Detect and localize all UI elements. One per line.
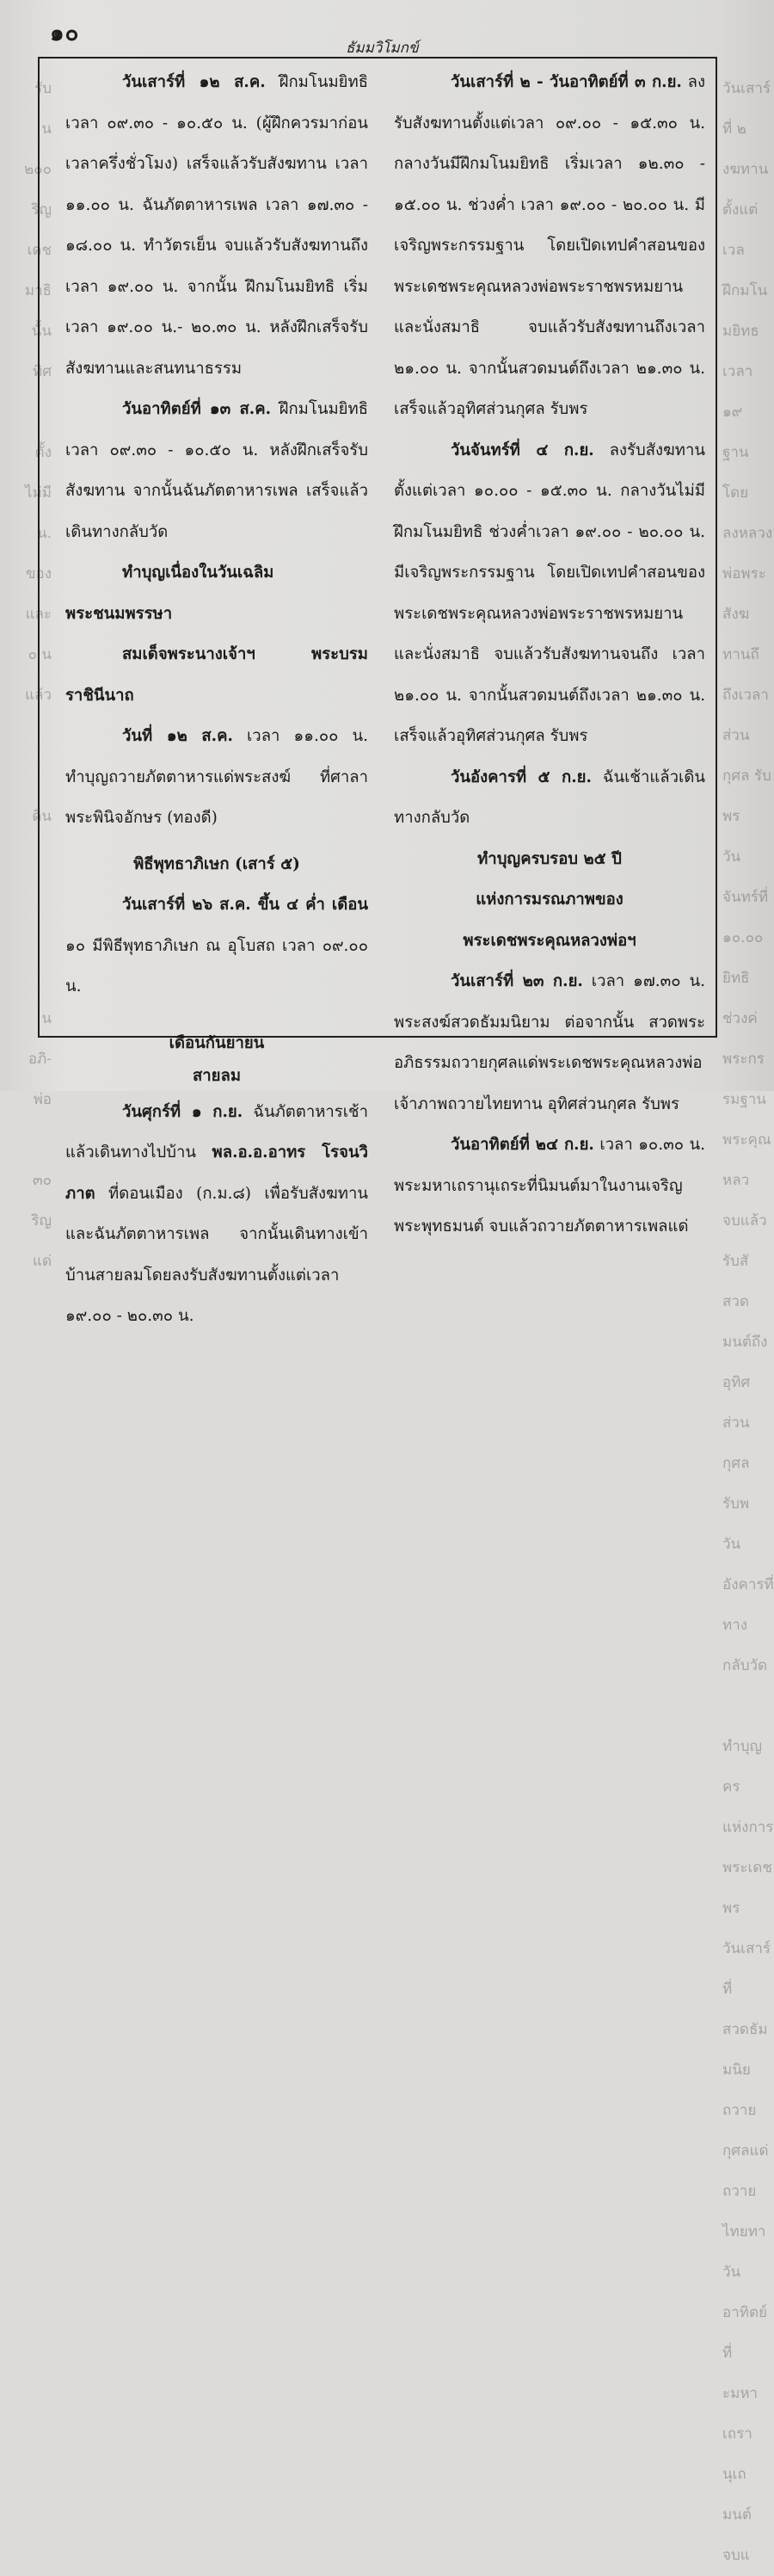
- bleed-through-line: จบแล้วรับสั: [722, 1212, 767, 1270]
- heading-text: ทำบุญเนื่องในวันเฉลิมพระชนมพรรษา: [65, 564, 274, 623]
- bleed-through-line: ทิศ: [33, 363, 52, 380]
- bleed-through-line: อภิ-: [28, 1051, 52, 1068]
- bleed-through-line: ๑๐.๐๐: [722, 929, 764, 946]
- bleed-through-line: แด่: [33, 1253, 52, 1270]
- bleed-through-line: มนต์ จบแ: [722, 2506, 752, 2564]
- schedule-entry: [394, 757, 705, 839]
- bleed-through-line: ริญ: [31, 201, 52, 219]
- bleed-through-line: ถวายกุศลแด่: [722, 2102, 769, 2160]
- left-column: [65, 62, 368, 1337]
- bleed-through-line: เดช: [27, 242, 52, 259]
- person-name: พล.อ.อ.อาทร โรจนวิภาต: [65, 1143, 368, 1203]
- bleed-through-line: ทางกลับวัด: [722, 1617, 768, 1674]
- schedule-entry: [65, 716, 368, 839]
- entry-date: วันอาทิตย์ที่ ๑๓ ส.ค.: [122, 400, 272, 418]
- bleed-through-line: พระกรรมฐาน: [722, 1051, 766, 1108]
- bleed-through-line: น: [41, 120, 52, 138]
- bleed-through-line: นั้น: [31, 323, 52, 340]
- bleed-through-line: รับ: [34, 80, 52, 97]
- entry-text: ฉันภัตตาหารเช้าแล้วเดินทางไปบ้าน: [65, 1102, 368, 1162]
- right-column: [394, 62, 705, 1248]
- entry-date: วันเสาร์ที่ ๒ - วันอาทิตย์ที่ ๓ ก.ย.: [451, 73, 682, 91]
- entry-text: ฝึกมโนมยิทธิ เวลา ๐๙.๓๐ - ๑๐.๕๐ น. หลังฝึกเสร็จรับสังฆทาน จากนั้นฉันภัตตาหารเพล เสร็จแล้วเดินทางกลับวัด: [65, 400, 368, 541]
- bleed-through-line: [0, 1120, 52, 1161]
- bleed-through-line: ทำบุญคร: [722, 1738, 763, 1796]
- entry-text: ฉันเช้าแล้วเดินทางกลับวัด: [394, 767, 705, 827]
- schedule-entry: [394, 1125, 705, 1248]
- entry-date: วันเสาร์ที่ ๒๖ ส.ค. ขึ้น ๔ ค่ำ เดือน: [122, 896, 368, 914]
- bleed-through-line: และ: [25, 606, 52, 623]
- bleed-through-line: สวดธัมมนิย: [722, 2021, 768, 2079]
- bleed-through-line: พ่อ: [33, 1091, 52, 1108]
- entry-date: วันจันทร์ที่ ๔ ก.ย.: [451, 441, 594, 459]
- section-heading: ทำบุญครบรอบ ๒๕ ปี: [477, 849, 622, 868]
- section-heading: [65, 634, 368, 716]
- bleed-through-line: ของ: [25, 565, 52, 582]
- running-head: ธัมมวิโมกข์: [346, 40, 419, 57]
- bleed-through-line: [722, 1686, 774, 1727]
- bleed-through-line: วันเสาร์ที่: [722, 1940, 771, 1998]
- schedule-entry: [394, 961, 705, 1125]
- bleed-through-line: แล้ว: [25, 687, 52, 704]
- bleed-through-line: ฝึกมโนมยิทธ: [722, 282, 768, 340]
- bleed-through-line: ฐาน โดย: [722, 444, 749, 502]
- bleed-through-line: ะมหาเถรานุเถ: [722, 2385, 759, 2483]
- entry-text: ลงรับสังฆทาน ตั้งแต่เวลา ๑๐.๐๐ - ๑๕.๓๐ น. กลางวันไม่มีฝึกมโนมยิทธิ ช่วงค่ำเวลา ๑๙.๐๐ - ๒๐.๐๐ น. มีเจริญพระกรรมฐาน โดยเปิดเทปคำสอนของพระเดชพระคุณหลวงพ่อพระราชพรหมยานและนั่งสมาธิ จบแล้วรับสังฆทานจนถึง เวลา ๒๑.๐๐ น. จากนั้นสวดมนต์ถึงเวลา ๒๑.๓๐ น. เสร็จแล้วอุทิศส่วนกุศล รับพร: [394, 441, 706, 745]
- entry-text: ที่ดอนเมือง (ก.ม.๘) เพื่อรับสังฆทานและฉันภัตตาหารเพล จากนั้นเดินทางเข้าบ้านสายลมโดยลงรับสังฆทานตั้งแต่เวลา ๑๙.๐๐ - ๒๐.๓๐ น.: [65, 1184, 368, 1325]
- bleed-through-line: พระเดชพร: [722, 1859, 772, 1917]
- bleed-through-line: ถึงเวลา: [722, 687, 769, 704]
- bleed-through-line: น: [41, 1010, 52, 1027]
- bleed-through-line: วันเสาร์ที่ ๒: [722, 80, 771, 138]
- entry-date: วันอาทิตย์ที่ ๒๔ ก.ย.: [451, 1136, 594, 1154]
- bleed-through-line: งฆทานตั้งแต่เวล: [722, 161, 769, 259]
- bleed-through-line: แห่งการ: [722, 1819, 774, 1836]
- entry-date: วันศุกร์ที่ ๑ ก.ย.: [122, 1102, 243, 1121]
- section-heading: พระเดชพระคุณหลวงพ่อฯ: [463, 931, 636, 950]
- bleed-through-line: สวดมนต์ถึง: [722, 1293, 768, 1351]
- bleed-through-line: ดิน: [32, 808, 52, 825]
- bleed-through-right-margin: [722, 69, 774, 2564]
- bleed-through-line: อุทิศส่วนกุศล รับพ: [722, 1374, 751, 1513]
- section-heading: พิธีพุทธาภิเษก (เสาร์ ๕): [133, 854, 300, 873]
- bleed-through-line: ๓๐: [33, 1172, 52, 1189]
- entry-date: วันที่ ๑๒ ส.ค.: [122, 727, 233, 745]
- schedule-entry: [65, 62, 368, 389]
- schedule-entry: [394, 430, 705, 757]
- entry-text: เวลา ๑๗.๓๐ น. พระสงฆ์สวดธัมมนิยาม ต่อจากนั้น สวดพระอภิธรรมถวายกุศลแด่พระเดชพระคุณหลวงพ่อเจ้าภาพถวายไทยทาน อุทิศส่วนกุศล รับพร: [394, 972, 705, 1113]
- entry-text: ๑๐ มีพิธีพุทธาภิเษก ณ อุโบสถ เวลา ๐๙.๐๐ น.: [65, 936, 368, 995]
- bleed-through-line: ยิทธิ ช่วงค่: [722, 970, 758, 1027]
- bleed-through-line: ๒๐๐: [24, 161, 52, 178]
- page-number: ๑๐: [50, 21, 80, 46]
- bleed-through-line: ถวายไทยทา: [722, 2183, 766, 2240]
- bleed-through-line: ลงหลวงพ่อพระ: [722, 525, 773, 582]
- bleed-through-line: วันจันทร์ที่: [722, 848, 769, 906]
- bleed-through-line: เวลา ๑๙: [722, 363, 753, 421]
- entry-text: เวลา ๑๐.๓๐ น. พระมหาเถรานุเถระที่นิมนต์มาในงานเจริญพระพุทธมนต์ จบแล้วถวายภัตตาหารเพลแด่: [394, 1136, 705, 1236]
- place-heading: สายลม: [192, 1066, 242, 1085]
- bleed-through-line: วันอาทิตย์ที่: [722, 2264, 767, 2362]
- schedule-entry: [394, 62, 705, 430]
- bleed-through-line: ตั้ง: [34, 444, 52, 461]
- section-heading: [65, 552, 368, 634]
- entry-text: ฝึกมโนมยิทธิ เวลา ๐๙.๓๐ - ๑๐.๕๐ น. (ผู้ฝึกควรมาก่อนเวลาครึ่งชั่วโมง) เสร็จแล้วรับสังฆทาน เวลา ๑๑.๐๐ น. ฉันภัตตาหารเพล เวลา ๑๗.๓๐ - ๑๘.๐๐ น. ทำวัตรเย็น จบแล้วรับสังฆทานถึงเวลา ๑๙.๐๐ น. จากนั้น ฝึกมโนมยิทธิ เริ่มเวลา ๑๙.๐๐ น.- ๒๐.๓๐ น. หลังฝึกเสร็จรับสังฆทานและสนทนาธรรม: [65, 73, 368, 378]
- schedule-entry: [65, 389, 368, 552]
- entry-text: เวลา ๑๑.๐๐ น. ทำบุญถวายภัตตาหารแด่พระสงฆ์ ที่ศาลาพระพินิจอักษร (ทองดี): [65, 727, 368, 827]
- bleed-through-line: มาธิ: [24, 282, 52, 299]
- entry-date: วันอังคารที่ ๕ ก.ย.: [451, 767, 592, 786]
- schedule-entry: [65, 1092, 368, 1337]
- bleed-through-line: ริญ: [31, 1212, 52, 1229]
- entry-date: วันเสาร์ที่ ๑๒ ส.ค.: [122, 73, 266, 91]
- bleed-through-line: ๐ น: [28, 646, 52, 663]
- entry-text: ลงรับสังฆทานตั้งแต่เวลา ๐๙.๐๐ - ๑๕.๓๐ น. กลางวันมีฝึกมโนมยิทธิ เริ่มเวลา ๑๒.๓๐ - ๑๕.๐๐ น. ช่วงค่ำ เวลา ๑๙.๐๐ - ๒๐.๐๐ น. มีเจริญพระกรรมฐาน โดยเปิดเทปคำสอนของพระเดชพระคุณหลวงพ่อพระราชพรหมยานและนั่งสมาธิ จบแล้วรับสังฆทานถึงเวลา ๒๑.๐๐ น. จากนั้นสวดมนต์ถึงเวลา ๒๑.๓๐ น. เสร็จแล้วอุทิศส่วนกุศล รับพร: [394, 73, 705, 418]
- bleed-through-line: ส่วนกุศล รับพร: [722, 727, 771, 825]
- heading-text: สมเด็จพระนางเจ้าฯ พระบรมราชินีนาถ: [65, 645, 368, 705]
- bleed-through-line: วันอังคารที่: [722, 1536, 774, 1593]
- entry-date: วันเสาร์ที่ ๒๓ ก.ย.: [451, 972, 583, 990]
- bleed-through-line: น.: [36, 525, 52, 542]
- bleed-through-line: ไม่มี: [25, 484, 52, 502]
- bleed-through-line: พระคุณหลว: [722, 1131, 771, 1189]
- schedule-entry: [65, 884, 368, 1008]
- month-heading: เดือนกันยายน: [169, 1033, 265, 1052]
- section-heading: แห่งการมรณภาพของ: [476, 891, 624, 909]
- bleed-through-line: สังฆทานถึ: [722, 606, 759, 663]
